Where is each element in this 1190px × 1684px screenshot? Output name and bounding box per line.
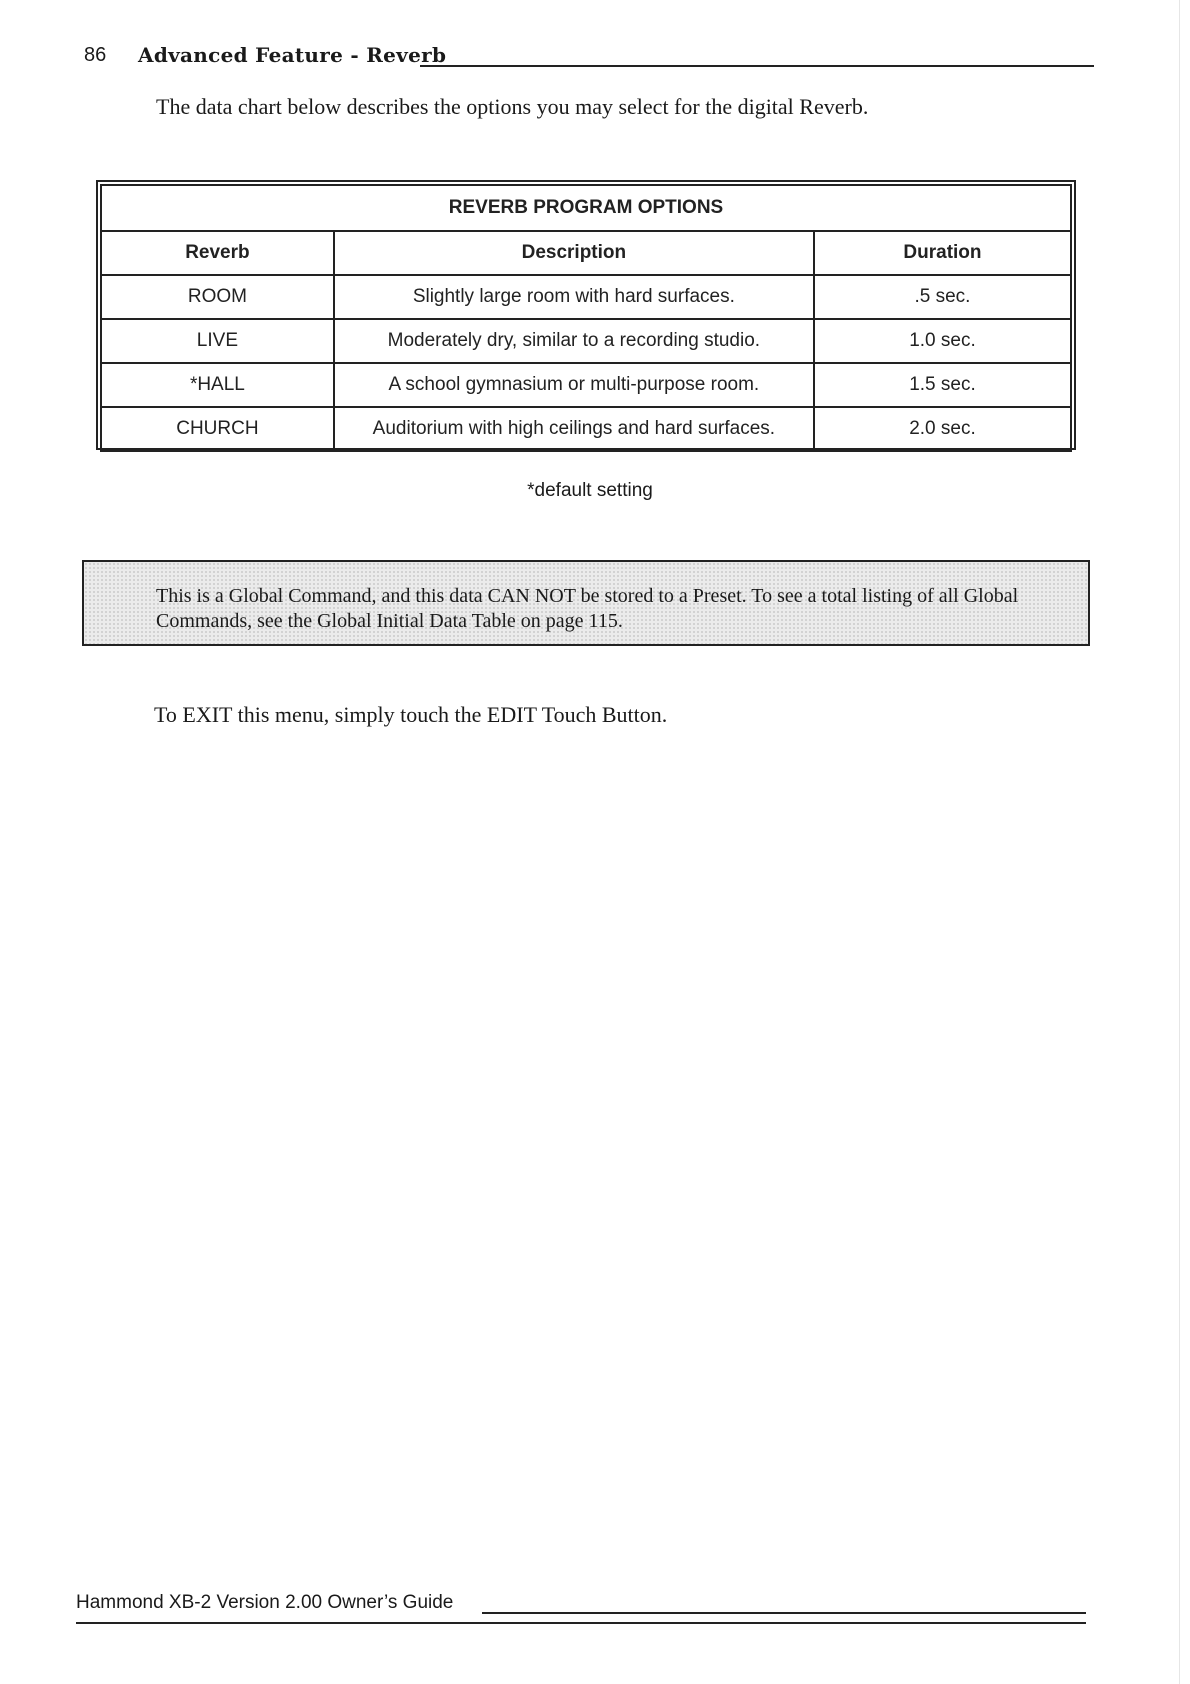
table-row [101,363,1071,407]
page-header [84,44,1094,74]
column-header-duration: Duration [814,231,1071,275]
description-cell: A school gymnasium or multi-purpose room. [334,363,814,407]
reverb-cell: ROOM [101,275,334,319]
reverb-options-table [96,180,1076,450]
footer-rule [482,1612,1086,1614]
page-edge-line [1179,0,1180,1684]
global-command-notice [82,560,1090,646]
page-number: 86 [84,44,107,66]
description-cell: Moderately dry, similar to a recording studio. [334,319,814,363]
table-row [101,275,1071,319]
chapter-title: Advanced Feature - Reverb [138,43,447,67]
duration-cell: 1.0 sec. [814,319,1071,363]
footer-rule-bottom [76,1622,1086,1624]
reverb-cell: LIVE [101,319,334,363]
description-cell: Auditorium with high ceilings and hard surfaces. [334,407,814,451]
notice-text: This is a Global Command, and this data CAN NOT be stored to a Preset. To see a total listing of all Global Commands, see the Global Initial Data Table on page 115. [156,585,1019,632]
page-footer [76,1592,1086,1628]
footer-text: Hammond XB-2 Version 2.00 Owner’s Guide [76,1592,454,1613]
duration-cell: 1.5 sec. [814,363,1071,407]
column-header-reverb: Reverb [101,231,334,275]
default-setting-footnote: *default setting [527,480,653,501]
intro-paragraph: The data chart below describes the options you may select for the digital Reverb. [156,94,869,119]
duration-cell: .5 sec. [814,275,1071,319]
header-rule [420,65,1094,67]
exit-instruction: To EXIT this menu, simply touch the EDIT Touch Button. [154,702,668,727]
reverb-cell: CHURCH [101,407,334,451]
duration-cell: 2.0 sec. [814,407,1071,451]
table-row [101,319,1071,363]
table-row [101,407,1071,451]
reverb-cell: *HALL [101,363,334,407]
description-cell: Slightly large room with hard surfaces. [334,275,814,319]
table-title: REVERB PROGRAM OPTIONS [101,185,1071,231]
column-header-description: Description [334,231,814,275]
